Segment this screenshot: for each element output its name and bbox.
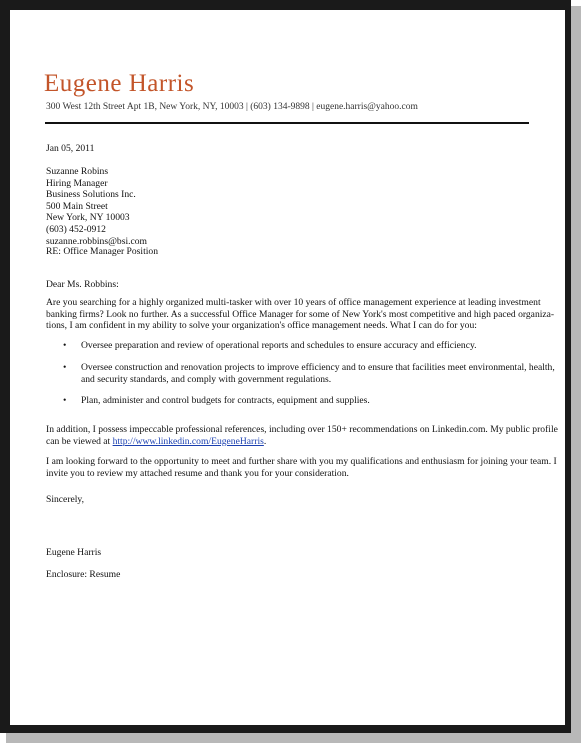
- salutation: Dear Ms. Robbins:: [46, 279, 119, 290]
- paragraph-line: tions, I am confident in my ability to solve your organization's office management needs. What I can do for you:: [46, 320, 477, 332]
- link-prefix: can be viewed at: [46, 435, 113, 447]
- recipient-line: 500 Main Street: [46, 200, 108, 212]
- references-paragraph: [46, 424, 558, 447]
- recipient-line: suzanne.robbins@bsi.com: [46, 235, 148, 247]
- bullet-text: Oversee preparation and review of operational reports and schedules to ensure accuracy and efficiency.: [81, 340, 477, 351]
- header-rule: [45, 122, 529, 124]
- bullet-dot-icon: •: [63, 362, 67, 373]
- closing-paragraph: [46, 456, 557, 479]
- sender-contact: 300 West 12th Street Apt 1B, New York, NY, 10003 | (603) 134-9898 | eugene.harris@yahoo.com: [46, 102, 418, 112]
- paragraph-line: Are you searching for a highly organized multi-tasker with over 10 years of office management experience at leading investment: [46, 297, 541, 308]
- intro-paragraph: [46, 297, 554, 332]
- bullet-dot-icon: •: [63, 395, 67, 406]
- letter-date: Jan 05, 2011: [46, 143, 95, 154]
- subject-line: RE: Office Manager Position: [46, 246, 158, 257]
- link-suffix: .: [263, 435, 267, 447]
- bullet-text: Oversee construction and renovation projects to improve efficiency and to ensure that facilities meet environmental, health,: [81, 362, 555, 373]
- paragraph-line: [46, 436, 558, 448]
- paragraph-line: invite you to review my attached resume and thank you for your consideration.: [46, 467, 349, 479]
- paragraph-line: I am looking forward to the opportunity to meet and further share with you my qualifications and enthusiasm for joining your team. I: [46, 456, 557, 467]
- letter-page: [10, 10, 565, 725]
- bullet-dot-icon: •: [63, 340, 67, 351]
- bullet-text: and security standards, and comply with government regulations.: [81, 373, 332, 385]
- recipient-line: New York, NY 10003: [46, 212, 130, 224]
- enclosure-line: Enclosure: Resume: [46, 569, 121, 580]
- sender-name: Eugene Harris: [44, 70, 195, 97]
- recipient-address: [46, 166, 147, 247]
- recipient-line: Business Solutions Inc.: [46, 189, 136, 201]
- recipient-line: Hiring Manager: [46, 177, 108, 189]
- signature-name: Eugene Harris: [46, 547, 102, 558]
- paragraph-line: banking firms? Look no further. As a successful Office Manager for some of New York's most competitive and high paced organiza-: [46, 308, 555, 320]
- paragraph-line: In addition, I possess impeccable professional references, including over 150+ recommendations on Linkedin.com. My public profile: [46, 424, 558, 435]
- linkedin-profile-link[interactable]: http://www.linkedin.com/EugeneHarris: [112, 435, 264, 447]
- sign-off: Sincerely,: [46, 494, 85, 505]
- recipient-line: (603) 452-0912: [46, 223, 106, 235]
- recipient-line: Suzanne Robins: [46, 166, 109, 177]
- bullet-text: Plan, administer and control budgets for contracts, equipment and supplies.: [81, 395, 370, 406]
